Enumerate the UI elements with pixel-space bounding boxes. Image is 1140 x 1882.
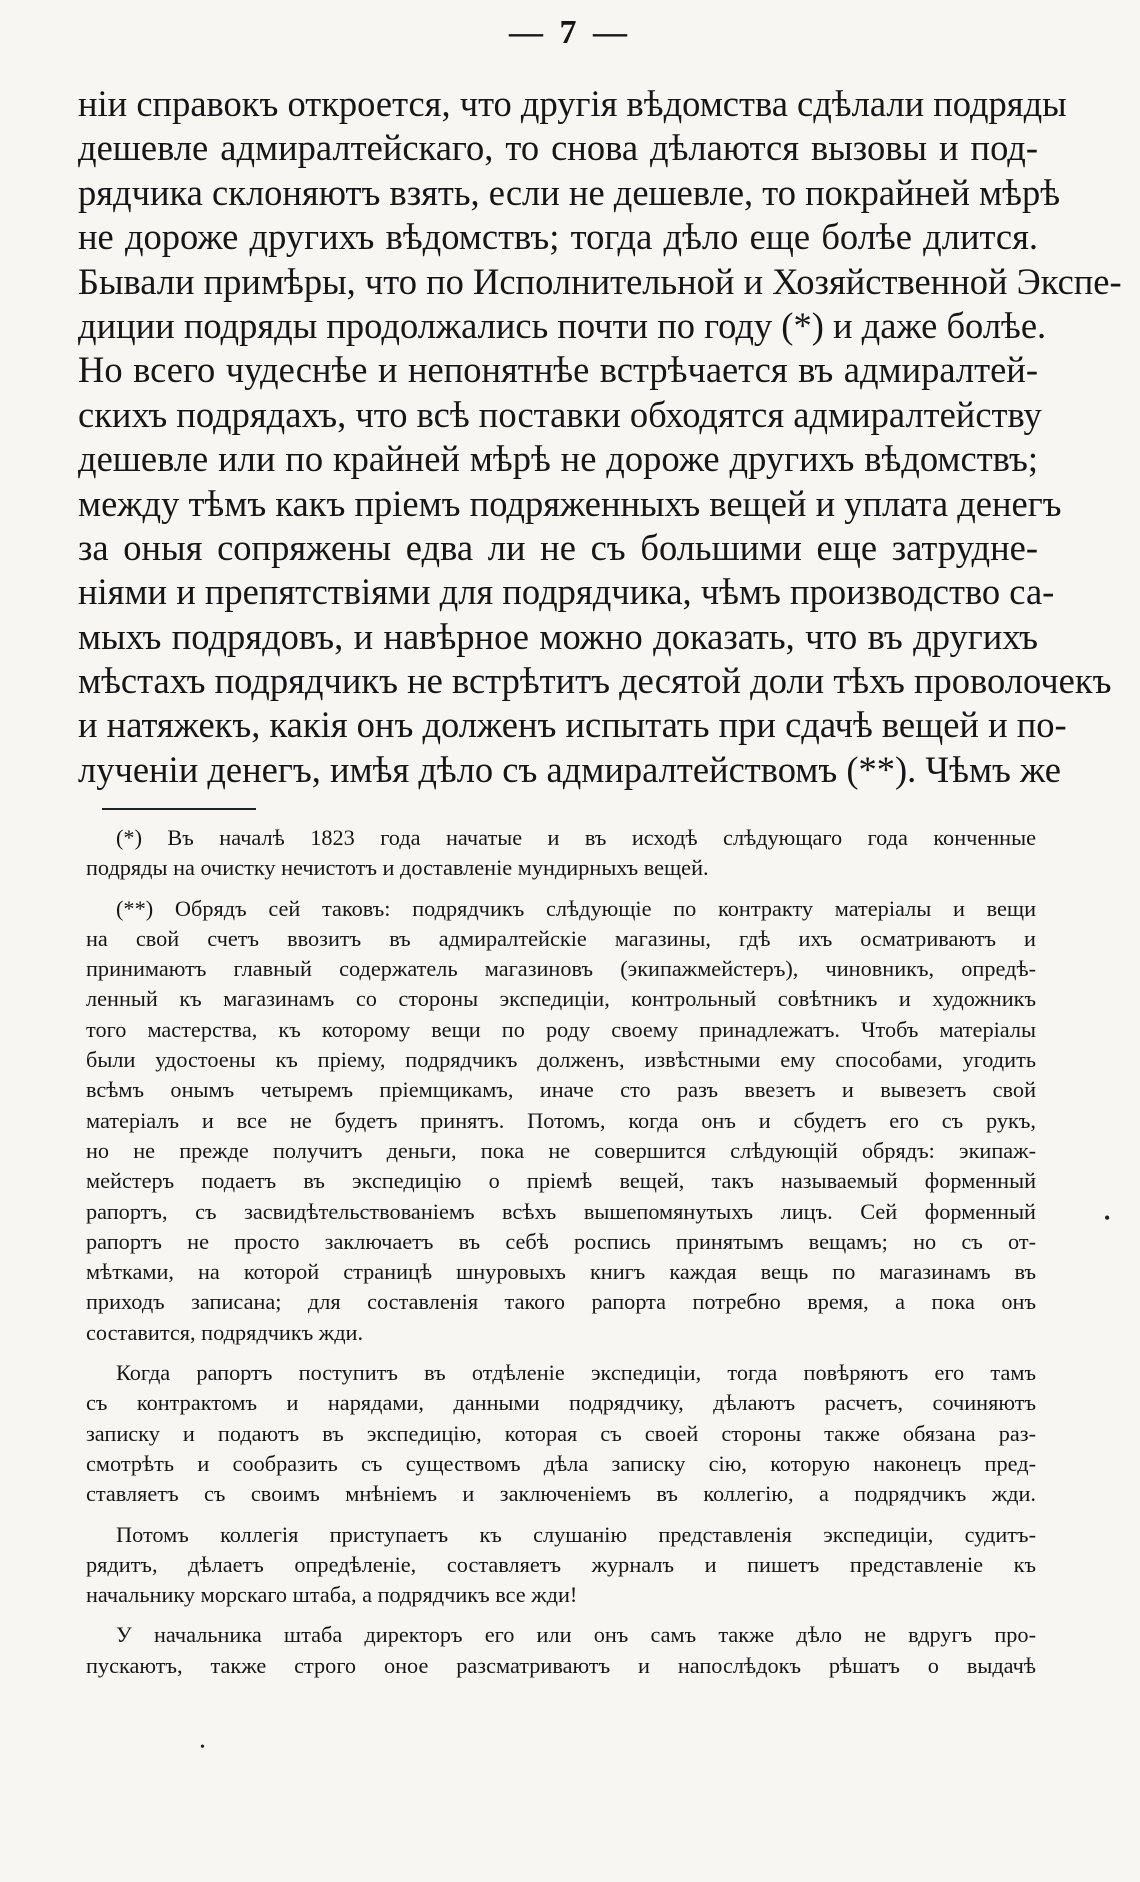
footnote-paragraph-3-line: записку и подаютъ въ экспедицiю, которая съ своей стороны также обязана раз-	[86, 1420, 1036, 1446]
paragraph-gap	[86, 1510, 1036, 1520]
footnote-2-line: рапортъ, съ засвидѣтельствованiемъ всѣхъ вышепомянутыхъ лицъ. Сей форменный	[86, 1198, 1036, 1224]
footnote-1-line: (*) Въ началѣ 1823 года начатые и въ исходѣ слѣдующаго года конченные	[116, 825, 1036, 850]
footnote-paragraph-4-line: начальнику морскаго штаба, а подрядчикъ все жди!	[86, 1582, 578, 1608]
ink-speck-icon: •	[200, 1740, 205, 1755]
body-line: нiи справокъ откроется, что другiя вѣдомства сдѣлали подряды	[78, 83, 1067, 124]
footnote-2-line: ленный къ магазинамъ со стороны экспедицiи, контрольный совѣтникъ и художникъ	[86, 986, 1036, 1012]
main-body-text	[78, 82, 1122, 792]
body-line: рядчика склоняютъ взять, если не дешевле, то покрайней мѣрѣ	[78, 171, 1061, 213]
footnote-2-line: матерiалъ и все не будетъ принятъ. Потомъ, когда онъ и сбудетъ его съ рукъ,	[86, 1107, 1036, 1133]
footnote-2-line: (**) Обрядъ сей таковъ: подрядчикъ слѣдующiе по контракту матерiалы и вещи	[116, 895, 1036, 921]
footnote-2-line: приходъ записана; для составленiя такого рапорта потребно время, а пока онъ	[86, 1289, 1036, 1315]
paragraph-gap	[86, 1348, 1036, 1358]
footnote-2-line: всѣмъ онымъ четыремъ прiемщикамъ, иначе сто разъ ввезетъ и вывезетъ свой	[86, 1077, 1036, 1103]
body-line: не дороже другихъ вѣдомствъ; тогда дѣло еще болѣе длится.	[78, 216, 1038, 258]
footnote-paragraph-5-line: У начальника штаба директоръ его или онъ самъ также дѣло не вдругъ про-	[116, 1622, 1036, 1648]
footnote-2-line: мейстеръ подаетъ въ экспедицiю о прiемѣ вещей, такъ называемый форменный	[86, 1168, 1036, 1194]
footnote-2-line: мѣтками, на которой страницѣ шнуровыхъ книгъ каждая вещь по магазинамъ въ	[86, 1259, 1036, 1285]
footnote-2-line: рапортъ не просто заключаетъ въ себѣ роспись принятымъ вещамъ; но съ от-	[86, 1228, 1036, 1254]
body-line: диции подряды продолжались почти по году (*) и даже болѣе.	[78, 304, 1047, 346]
footnote-paragraph-3-line: Когда рапортъ поступитъ въ отдѣленiе экспедицiи, тогда повѣряютъ его тамъ	[116, 1360, 1036, 1386]
footnote-paragraph-3-line: смотрѣть и сообразить съ существомъ дѣла записку сiю, которую наконецъ пред-	[86, 1450, 1036, 1476]
footnote-separator-rule	[102, 808, 256, 810]
body-line: между тѣмъ какъ прiемъ подряженныхъ вещей и уплата денегъ	[78, 482, 1062, 524]
body-line: мѣстахъ подрядчикъ не встрѣтитъ десятой доли тѣхъ проволочекъ	[78, 660, 1112, 702]
body-line: дешевле адмиралтейскаго, то снова дѣлаются вызовы и под-	[78, 127, 1038, 169]
footnote-2-line: принимаютъ главный содержатель магазиновъ (экипажмейстеръ), чиновникъ, опредѣ-	[86, 956, 1036, 982]
body-line: Но всего чудеснѣе и непонятнѣе встрѣчается въ адмиралтей-	[78, 349, 1038, 391]
body-line: мыхъ подрядовъ, и навѣрное можно доказать, что въ другихъ	[78, 615, 1038, 657]
paragraph-gap	[86, 884, 1036, 894]
paragraph-gap	[86, 1610, 1036, 1620]
footnote-2-line: были удостоены къ прiему, подрядчикъ долженъ, извѣстными ему способами, угодить	[86, 1047, 1036, 1073]
body-line: дешевле или по крайней мѣрѣ не дороже другихъ вѣдомствъ;	[78, 438, 1038, 480]
footnote-2-line: того мастерства, къ которому вещи по роду своему принадлежатъ. Чтобъ матерiалы	[86, 1016, 1036, 1042]
body-line: скихъ подрядахъ, что всѣ поставки обходятся адмиралтейству	[78, 393, 1042, 435]
body-line: лученiи денегъ, имѣя дѣло съ адмиралтействомъ (**). Чѣмъ же	[78, 748, 1061, 790]
footnotes	[86, 823, 1036, 1681]
footnote-1-line: подряды на очистку нечистотъ и доставленiе мундирныхъ вещей.	[86, 855, 709, 881]
body-line: нiями и препятствiями для подрядчика, чѣмъ производство са-	[78, 571, 1055, 613]
footnote-paragraph-5-line: пускаютъ, также строго оное разсматриваютъ и напослѣдокъ рѣшатъ о выдачѣ	[86, 1652, 1036, 1678]
ink-speck-icon: •	[1104, 1208, 1111, 1228]
footnote-paragraph-4-line: рядитъ, дѣлаетъ опредѣленiе, составляетъ журналъ и пишетъ представленiе къ	[86, 1551, 1036, 1577]
body-line: и натяжекъ, какiя онъ долженъ испытать при сдачѣ вещей и по-	[78, 704, 1067, 746]
footnote-paragraph-4-line: Потомъ коллегiя приступаетъ къ слушанiю представленiя экспедицiи, судитъ-	[116, 1521, 1036, 1547]
footnote-paragraph-3-line: ставляетъ съ своимъ мнѣнiемъ и заключенiемъ въ коллегiю, а подрядчикъ жди.	[86, 1481, 1036, 1507]
footnote-2-line: составится, подрядчикъ жди.	[86, 1319, 364, 1345]
footnote-2-line: на свой счетъ ввозитъ въ адмиралтейскiе магазины, гдѣ ихъ осматриваютъ и	[86, 925, 1036, 951]
page-number: — 7 —	[509, 14, 631, 51]
body-line: Бывали примѣры, что по Исполнительной и Хозяйственной Экспе-	[78, 260, 1122, 302]
footnote-2-line: но не прежде получитъ деньги, пока не совершится слѣдующiй обрядъ: экипаж-	[86, 1137, 1036, 1163]
body-line: за оныя сопряжены едва ли не съ большими еще затрудне-	[78, 526, 1038, 568]
footnote-paragraph-3-line: съ контрактомъ и нарядами, данными подрядчику, дѣлаютъ расчетъ, сочиняютъ	[86, 1390, 1036, 1416]
